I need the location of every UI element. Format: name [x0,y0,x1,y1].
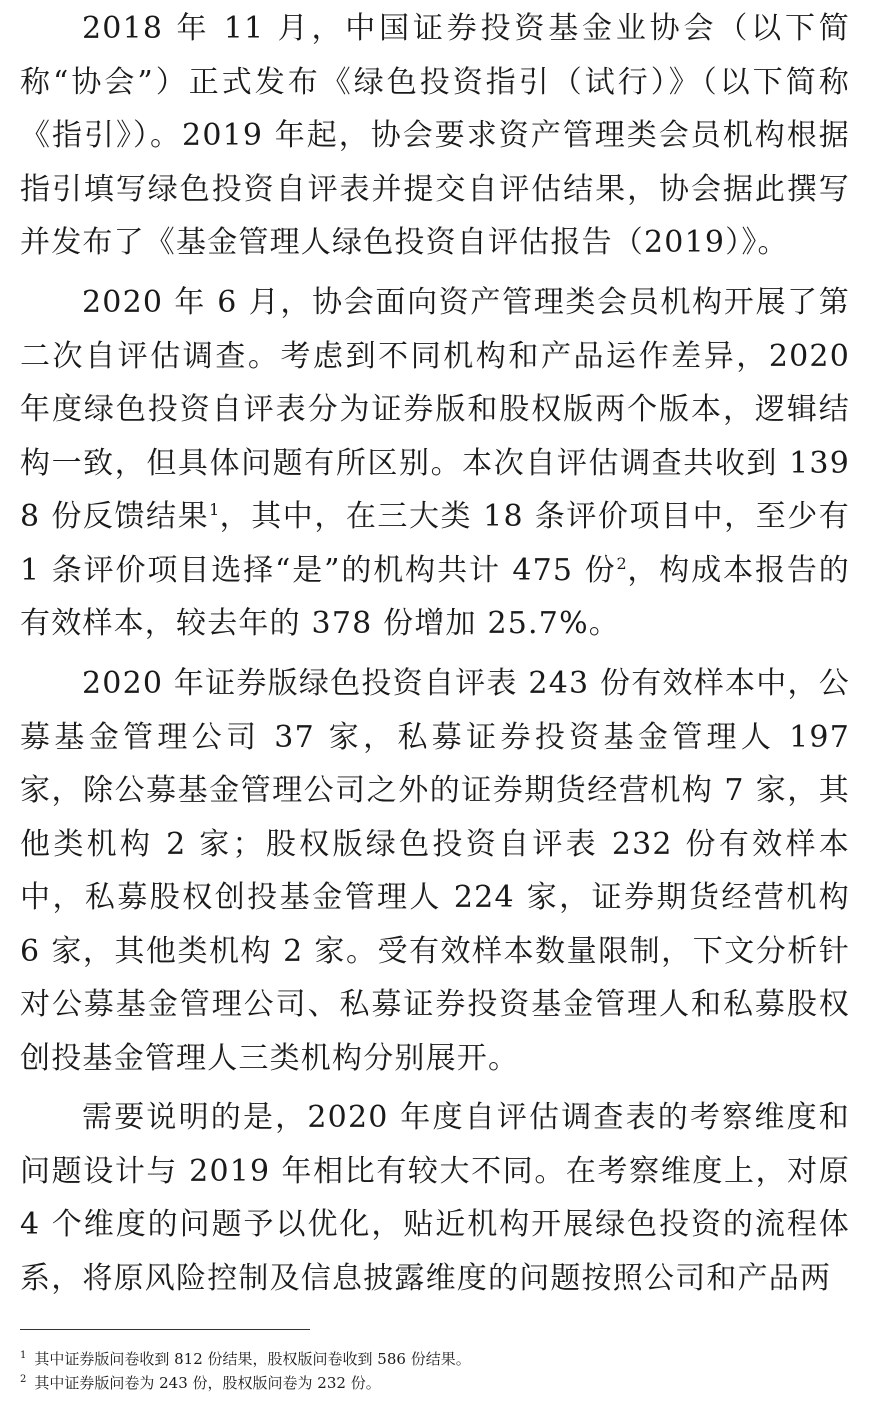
footnote-2 [20,1373,850,1393]
paragraph-survey [20,276,850,651]
paragraph-survey-part-b: ，其中，在三大类 18 条评价项目中，至少有 1 条评价项目选择“是”的机构共计 475 份 [20,499,850,588]
footnote-1 [20,1349,850,1369]
paragraph-sample-breakdown: 2020 年证券版绿色投资自评表 243 份有效样本中，公募基金管理公司 37 家，私募证券投资基金管理人 197 家，除公募基金管理公司之外的证券期货经营机构 7 家，其他类机构 2 家；股权版绿色投资自评表 232 份有效样本中，私募股权创投基金管理人 224 家，证券期货经营机构 6 家，其他类机构 2 家。受有效样本数量限制，下文分析针对公募基金管理公司、私募证券投资基金管理人和私募股权创投基金管理人三类机构分别展开。 [20,666,850,1076]
footnote-2-mark: 2 [20,1374,27,1385]
paragraph-survey-part-a: 2020 年 6 月，协会面向资产管理类会员机构开展了第二次自评估调查。考虑到不同机构和产品运作差异，2020 年度绿色投资自评表分为证券版和股权版两个版本，逻辑结构一致，但具体问题有所区别。本次自评估调查共收到 1398 份反馈结果 [20,285,850,534]
paragraph-intro: 2018 年 11 月，中国证券投资基金业协会（以下简称“协会”）正式发布《绿色投资指引（试行）》（以下简称《指引》）。2019 年起，协会要求资产管理类会员机构根据指引填写绿色投资自评表并提交自评估结果，协会据此撰写并发布了《基金管理人绿色投资自评估报告（2019）》。 [20,11,850,260]
paragraph-methodology-note: 需要说明的是，2020 年度自评估调查表的考察维度和问题设计与 2019 年相比有较大不同。在考察维度上，对原 4 个维度的问题予以优化，贴近机构开展绿色投资的流程体系，将原风险控制及信息披露维度的问题按照公司和产品两 [20,1100,850,1296]
footnote-ref-1[interactable]: 1 [209,500,220,519]
footnote-2-text: 其中证券版问卷为 243 份，股权版问卷为 232 份。 [34,1374,381,1392]
footnote-1-mark: 1 [20,1350,27,1361]
paragraph-survey-part-c: ，构成本报告的有效样本，较去年的 378 份增加 25.7%。 [20,552,850,641]
footnote-1-text: 其中证券版问卷收到 812 份结果，股权版问卷收到 586 份结果。 [34,1350,471,1368]
footnote-divider [20,1329,310,1330]
footnote-ref-2[interactable]: 2 [616,553,627,573]
